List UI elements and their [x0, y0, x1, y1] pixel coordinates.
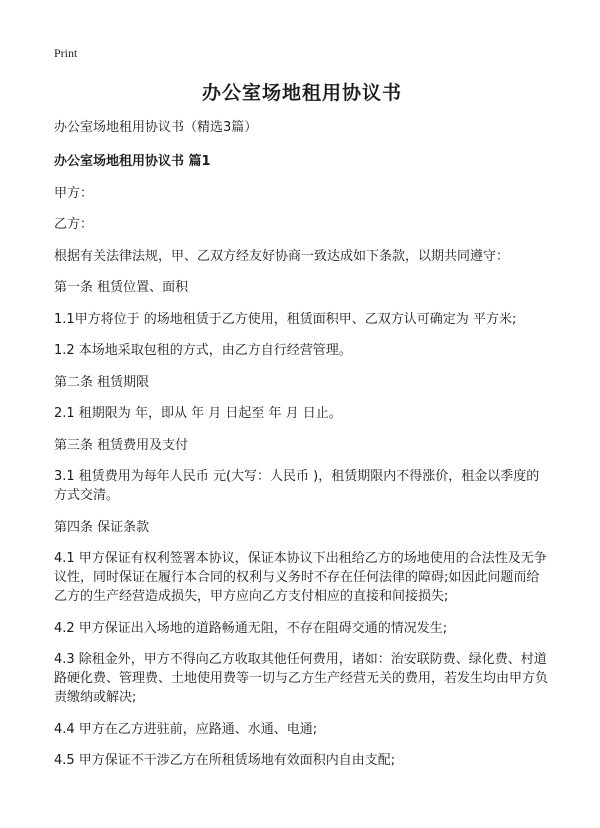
article-3-heading: 第三条 租赁费用及支付	[54, 437, 189, 453]
paragraph-party-a: 甲方：	[54, 185, 94, 201]
article-1-heading: 第一条 租赁位置、面积	[54, 280, 189, 295]
clause-4-2: 4.2 甲方保证出入场地的道路畅通无阻，不存在阻碍交通的情况发生;	[54, 620, 448, 636]
clause-4-3: 4.3 除租金外，甲方不得向乙方收取其他任何费用，诸如：治安联防费、绿化费、村道路硬化费、管理费、土地使用费等一切与乙方生产经营无关的费用，若发生均由甲方负责缴纳或解决;	[54, 652, 549, 705]
clause-1-1: 1.1甲方将位于 的场地租赁于乙方使用，租赁面积甲、乙双方认可确定为 平方米;	[54, 311, 517, 327]
clause-4-4: 4.4 甲方在乙方进驻前，应路通、水通、电通;	[54, 721, 318, 737]
document-subtitle: 办公室场地租用协议书（精选3篇）	[54, 120, 258, 135]
paragraph-preamble: 根据有关法律法规，甲、乙双方经友好协商一致达成如下条款，以期共同遵守：	[54, 248, 510, 264]
article-4-heading: 第四条 保证条款	[54, 519, 150, 535]
paragraph-party-b: 乙方：	[54, 217, 94, 232]
document-body	[54, 78, 550, 770]
clause-1-2: 1.2 本场地采取包租的方式，由乙方自行经营管理。	[54, 343, 352, 358]
document-title: 办公室场地租用协议书	[201, 82, 402, 104]
clause-3-1: 3.1 租赁费用为每年人民币 元(大写：人民币 )，租赁期限内不得涨价，租金以季度的方式交清。	[54, 469, 540, 503]
article-2-heading: 第二条 租赁期限	[54, 374, 150, 390]
clause-2-1: 2.1 租期限为 年，即从 年 月 日起至 年 月 日止。	[54, 406, 342, 421]
clause-4-1: 4.1 甲方保证有权利签署本协议，保证本协议下出租给乙方的场地使用的合法性及无争议性，同时保证在履行本合同的权利与义务时不存在任何法律的障碍;如因此问题而给乙方的生产经营造成损失，甲方应向乙方支付相应的直接和间接损失;	[54, 551, 547, 604]
print-link[interactable]: Print	[54, 46, 78, 60]
clause-4-5: 4.5 甲方保证不干涉乙方在所租赁场地有效面积内自由支配;	[54, 753, 396, 768]
section-heading: 办公室场地租用协议书 篇1	[54, 154, 211, 169]
